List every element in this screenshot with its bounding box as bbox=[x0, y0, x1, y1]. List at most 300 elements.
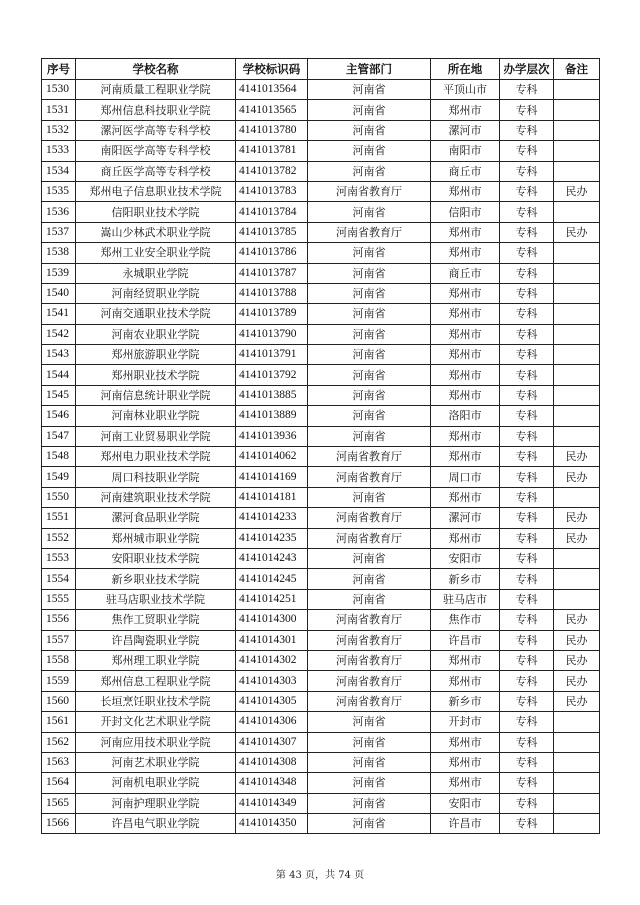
cell-school-name: 河南建筑职业技术学院 bbox=[76, 487, 236, 507]
cell-school-name: 郑州旅游职业学院 bbox=[76, 345, 236, 365]
table-row bbox=[42, 100, 600, 120]
cell-location: 洛阳市 bbox=[431, 406, 500, 426]
cell-location: 郑州市 bbox=[431, 243, 500, 263]
cell-department: 河南省教育厅 bbox=[308, 691, 431, 711]
cell-location: 安阳市 bbox=[431, 793, 500, 813]
cell-remark bbox=[554, 304, 600, 324]
cell-index: 1530 bbox=[42, 80, 76, 100]
cell-department: 河南省 bbox=[308, 120, 431, 140]
cell-location: 郑州市 bbox=[431, 752, 500, 772]
table-row bbox=[42, 161, 600, 181]
table-row bbox=[42, 324, 600, 344]
cell-remark bbox=[554, 589, 600, 609]
cell-location: 郑州市 bbox=[431, 324, 500, 344]
cell-school-name: 嵩山少林武术职业学院 bbox=[76, 222, 236, 242]
table-row bbox=[42, 650, 600, 670]
table-row bbox=[42, 406, 600, 426]
table-row bbox=[42, 610, 600, 630]
table-row bbox=[42, 447, 600, 467]
cell-school-code: 4141014243 bbox=[236, 548, 308, 568]
cell-level: 专科 bbox=[500, 324, 554, 344]
cell-department: 河南省 bbox=[308, 304, 431, 324]
cell-school-code: 4141013786 bbox=[236, 243, 308, 263]
cell-remark: 民办 bbox=[554, 671, 600, 691]
cell-department: 河南省 bbox=[308, 202, 431, 222]
cell-level: 专科 bbox=[500, 304, 554, 324]
table-row bbox=[42, 752, 600, 772]
cell-school-code: 4141013784 bbox=[236, 202, 308, 222]
cell-department: 河南省 bbox=[308, 548, 431, 568]
cell-school-code: 4141013889 bbox=[236, 406, 308, 426]
cell-department: 河南省 bbox=[308, 161, 431, 181]
cell-remark bbox=[554, 569, 600, 589]
cell-department: 河南省 bbox=[308, 406, 431, 426]
cell-department: 河南省 bbox=[308, 345, 431, 365]
cell-level: 专科 bbox=[500, 650, 554, 670]
cell-remark bbox=[554, 487, 600, 507]
table-row bbox=[42, 691, 600, 711]
cell-school-name: 南阳医学高等专科学校 bbox=[76, 141, 236, 161]
cell-department: 河南省教育厅 bbox=[308, 528, 431, 548]
header-location: 所在地 bbox=[431, 59, 500, 80]
cell-remark bbox=[554, 100, 600, 120]
cell-location: 郑州市 bbox=[431, 487, 500, 507]
cell-school-code: 4141014251 bbox=[236, 589, 308, 609]
cell-school-name: 焦作工贸职业学院 bbox=[76, 610, 236, 630]
cell-school-code: 4141014062 bbox=[236, 447, 308, 467]
cell-remark: 民办 bbox=[554, 508, 600, 528]
table-row bbox=[42, 283, 600, 303]
cell-school-code: 4141013792 bbox=[236, 365, 308, 385]
table-row bbox=[42, 793, 600, 813]
cell-remark: 民办 bbox=[554, 222, 600, 242]
cell-school-name: 河南经贸职业学院 bbox=[76, 283, 236, 303]
cell-department: 河南省 bbox=[308, 752, 431, 772]
cell-school-name: 新乡职业技术学院 bbox=[76, 569, 236, 589]
cell-department: 河南省 bbox=[308, 100, 431, 120]
cell-index: 1564 bbox=[42, 773, 76, 793]
cell-index: 1566 bbox=[42, 814, 76, 834]
cell-school-code: 4141014308 bbox=[236, 752, 308, 772]
cell-department: 河南省 bbox=[308, 793, 431, 813]
cell-level: 专科 bbox=[500, 263, 554, 283]
cell-school-name: 河南质量工程职业学院 bbox=[76, 80, 236, 100]
cell-location: 南阳市 bbox=[431, 141, 500, 161]
cell-location: 郑州市 bbox=[431, 304, 500, 324]
cell-department: 河南省 bbox=[308, 263, 431, 283]
table-row bbox=[42, 487, 600, 507]
table-row bbox=[42, 773, 600, 793]
cell-remark bbox=[554, 752, 600, 772]
cell-remark bbox=[554, 141, 600, 161]
cell-department: 河南省 bbox=[308, 324, 431, 344]
cell-location: 开封市 bbox=[431, 712, 500, 732]
cell-school-name: 漯河食品职业学院 bbox=[76, 508, 236, 528]
cell-school-name: 河南艺术职业学院 bbox=[76, 752, 236, 772]
cell-location: 平顶山市 bbox=[431, 80, 500, 100]
cell-department: 河南省教育厅 bbox=[308, 630, 431, 650]
cell-department: 河南省 bbox=[308, 426, 431, 446]
cell-department: 河南省 bbox=[308, 365, 431, 385]
cell-remark: 民办 bbox=[554, 610, 600, 630]
table-row bbox=[42, 80, 600, 100]
cell-school-name: 河南信息统计职业学院 bbox=[76, 385, 236, 405]
cell-index: 1533 bbox=[42, 141, 76, 161]
cell-school-code: 4141014303 bbox=[236, 671, 308, 691]
cell-department: 河南省教育厅 bbox=[308, 650, 431, 670]
cell-index: 1539 bbox=[42, 263, 76, 283]
cell-school-name: 河南林业职业学院 bbox=[76, 406, 236, 426]
cell-school-code: 4141013791 bbox=[236, 345, 308, 365]
cell-school-name: 信阳职业技术学院 bbox=[76, 202, 236, 222]
table-row bbox=[42, 630, 600, 650]
cell-index: 1552 bbox=[42, 528, 76, 548]
cell-location: 新乡市 bbox=[431, 569, 500, 589]
cell-location: 商丘市 bbox=[431, 161, 500, 181]
cell-level: 专科 bbox=[500, 447, 554, 467]
cell-location: 新乡市 bbox=[431, 691, 500, 711]
cell-index: 1542 bbox=[42, 324, 76, 344]
cell-location: 郑州市 bbox=[431, 426, 500, 446]
cell-level: 专科 bbox=[500, 773, 554, 793]
cell-remark bbox=[554, 120, 600, 140]
cell-index: 1556 bbox=[42, 610, 76, 630]
cell-index: 1543 bbox=[42, 345, 76, 365]
cell-location: 焦作市 bbox=[431, 610, 500, 630]
cell-school-code: 4141013565 bbox=[236, 100, 308, 120]
table-row bbox=[42, 345, 600, 365]
cell-school-name: 郑州电子信息职业技术学院 bbox=[76, 181, 236, 201]
cell-school-code: 4141014302 bbox=[236, 650, 308, 670]
cell-level: 专科 bbox=[500, 467, 554, 487]
cell-level: 专科 bbox=[500, 181, 554, 201]
cell-index: 1560 bbox=[42, 691, 76, 711]
cell-location: 郑州市 bbox=[431, 385, 500, 405]
cell-school-name: 驻马店职业技术学院 bbox=[76, 589, 236, 609]
cell-index: 1534 bbox=[42, 161, 76, 181]
cell-level: 专科 bbox=[500, 385, 554, 405]
table-row bbox=[42, 202, 600, 222]
cell-level: 专科 bbox=[500, 120, 554, 140]
cell-level: 专科 bbox=[500, 528, 554, 548]
cell-level: 专科 bbox=[500, 814, 554, 834]
cell-school-name: 郑州职业技术学院 bbox=[76, 365, 236, 385]
cell-location: 周口市 bbox=[431, 467, 500, 487]
cell-school-name: 永城职业学院 bbox=[76, 263, 236, 283]
cell-remark: 民办 bbox=[554, 447, 600, 467]
cell-location: 商丘市 bbox=[431, 263, 500, 283]
cell-location: 郑州市 bbox=[431, 671, 500, 691]
cell-index: 1561 bbox=[42, 712, 76, 732]
cell-department: 河南省教育厅 bbox=[308, 671, 431, 691]
cell-index: 1536 bbox=[42, 202, 76, 222]
cell-school-code: 4141014305 bbox=[236, 691, 308, 711]
cell-level: 专科 bbox=[500, 712, 554, 732]
cell-school-name: 商丘医学高等专科学校 bbox=[76, 161, 236, 181]
cell-level: 专科 bbox=[500, 100, 554, 120]
cell-index: 1545 bbox=[42, 385, 76, 405]
cell-location: 郑州市 bbox=[431, 365, 500, 385]
cell-index: 1563 bbox=[42, 752, 76, 772]
table-row bbox=[42, 304, 600, 324]
cell-location: 郑州市 bbox=[431, 100, 500, 120]
cell-department: 河南省教育厅 bbox=[308, 610, 431, 630]
cell-remark: 民办 bbox=[554, 528, 600, 548]
cell-department: 河南省 bbox=[308, 385, 431, 405]
table-row bbox=[42, 671, 600, 691]
table-row bbox=[42, 426, 600, 446]
cell-level: 专科 bbox=[500, 406, 554, 426]
cell-remark bbox=[554, 263, 600, 283]
table-row bbox=[42, 141, 600, 161]
table-row bbox=[42, 467, 600, 487]
cell-school-code: 4141014306 bbox=[236, 712, 308, 732]
cell-level: 专科 bbox=[500, 141, 554, 161]
cell-index: 1537 bbox=[42, 222, 76, 242]
cell-location: 郑州市 bbox=[431, 773, 500, 793]
table-header-row bbox=[42, 59, 600, 80]
table-row bbox=[42, 508, 600, 528]
cell-school-name: 郑州工业安全职业学院 bbox=[76, 243, 236, 263]
cell-school-name: 安阳职业技术学院 bbox=[76, 548, 236, 568]
cell-level: 专科 bbox=[500, 671, 554, 691]
cell-remark bbox=[554, 773, 600, 793]
header-school-name: 学校名称 bbox=[76, 59, 236, 80]
cell-school-name: 漯河医学高等专科学校 bbox=[76, 120, 236, 140]
cell-school-code: 4141014348 bbox=[236, 773, 308, 793]
cell-department: 河南省 bbox=[308, 773, 431, 793]
cell-level: 专科 bbox=[500, 569, 554, 589]
cell-school-name: 河南农业职业学院 bbox=[76, 324, 236, 344]
cell-department: 河南省 bbox=[308, 487, 431, 507]
cell-school-code: 4141013936 bbox=[236, 426, 308, 446]
cell-remark bbox=[554, 283, 600, 303]
school-list-table bbox=[41, 58, 600, 834]
cell-department: 河南省 bbox=[308, 141, 431, 161]
cell-school-code: 4141014245 bbox=[236, 569, 308, 589]
cell-location: 郑州市 bbox=[431, 732, 500, 752]
table-row bbox=[42, 589, 600, 609]
cell-remark bbox=[554, 345, 600, 365]
cell-level: 专科 bbox=[500, 610, 554, 630]
cell-location: 郑州市 bbox=[431, 650, 500, 670]
cell-location: 郑州市 bbox=[431, 528, 500, 548]
cell-remark: 民办 bbox=[554, 630, 600, 650]
cell-school-code: 4141014301 bbox=[236, 630, 308, 650]
cell-location: 郑州市 bbox=[431, 345, 500, 365]
cell-level: 专科 bbox=[500, 487, 554, 507]
cell-location: 许昌市 bbox=[431, 814, 500, 834]
cell-location: 郑州市 bbox=[431, 447, 500, 467]
cell-index: 1541 bbox=[42, 304, 76, 324]
table-row bbox=[42, 548, 600, 568]
cell-department: 河南省 bbox=[308, 814, 431, 834]
cell-remark bbox=[554, 80, 600, 100]
cell-school-code: 4141014181 bbox=[236, 487, 308, 507]
cell-department: 河南省教育厅 bbox=[308, 508, 431, 528]
cell-school-code: 4141014349 bbox=[236, 793, 308, 813]
cell-department: 河南省 bbox=[308, 732, 431, 752]
cell-level: 专科 bbox=[500, 202, 554, 222]
cell-school-name: 河南交通职业技术学院 bbox=[76, 304, 236, 324]
cell-remark bbox=[554, 732, 600, 752]
cell-index: 1546 bbox=[42, 406, 76, 426]
cell-school-code: 4141013790 bbox=[236, 324, 308, 344]
cell-index: 1554 bbox=[42, 569, 76, 589]
cell-school-code: 4141013781 bbox=[236, 141, 308, 161]
cell-remark bbox=[554, 426, 600, 446]
table-row bbox=[42, 712, 600, 732]
table-row bbox=[42, 814, 600, 834]
cell-index: 1559 bbox=[42, 671, 76, 691]
cell-school-name: 郑州电力职业技术学院 bbox=[76, 447, 236, 467]
cell-level: 专科 bbox=[500, 508, 554, 528]
cell-location: 许昌市 bbox=[431, 630, 500, 650]
cell-remark bbox=[554, 365, 600, 385]
cell-remark bbox=[554, 243, 600, 263]
cell-index: 1557 bbox=[42, 630, 76, 650]
cell-level: 专科 bbox=[500, 345, 554, 365]
cell-school-code: 4141014307 bbox=[236, 732, 308, 752]
cell-level: 专科 bbox=[500, 243, 554, 263]
cell-school-code: 4141013780 bbox=[236, 120, 308, 140]
cell-location: 郑州市 bbox=[431, 181, 500, 201]
cell-school-code: 4141013788 bbox=[236, 283, 308, 303]
table-row bbox=[42, 385, 600, 405]
cell-remark: 民办 bbox=[554, 650, 600, 670]
table-row bbox=[42, 181, 600, 201]
cell-remark bbox=[554, 161, 600, 181]
header-department: 主管部门 bbox=[308, 59, 431, 80]
cell-level: 专科 bbox=[500, 365, 554, 385]
table-row bbox=[42, 528, 600, 548]
cell-department: 河南省 bbox=[308, 589, 431, 609]
cell-remark bbox=[554, 793, 600, 813]
cell-level: 专科 bbox=[500, 548, 554, 568]
cell-location: 漯河市 bbox=[431, 508, 500, 528]
cell-school-code: 4141013782 bbox=[236, 161, 308, 181]
table-row bbox=[42, 365, 600, 385]
cell-school-code: 4141013785 bbox=[236, 222, 308, 242]
cell-department: 河南省 bbox=[308, 569, 431, 589]
cell-remark bbox=[554, 548, 600, 568]
cell-department: 河南省教育厅 bbox=[308, 181, 431, 201]
table-row bbox=[42, 263, 600, 283]
cell-school-name: 许昌电气职业学院 bbox=[76, 814, 236, 834]
cell-school-name: 郑州信息工程职业学院 bbox=[76, 671, 236, 691]
cell-school-name: 郑州城市职业学院 bbox=[76, 528, 236, 548]
cell-remark bbox=[554, 324, 600, 344]
cell-school-name: 河南工业贸易职业学院 bbox=[76, 426, 236, 446]
cell-index: 1544 bbox=[42, 365, 76, 385]
cell-department: 河南省 bbox=[308, 243, 431, 263]
cell-index: 1562 bbox=[42, 732, 76, 752]
cell-index: 1540 bbox=[42, 283, 76, 303]
cell-school-code: 4141013787 bbox=[236, 263, 308, 283]
cell-department: 河南省教育厅 bbox=[308, 447, 431, 467]
cell-school-name: 郑州理工职业学院 bbox=[76, 650, 236, 670]
cell-index: 1531 bbox=[42, 100, 76, 120]
cell-level: 专科 bbox=[500, 80, 554, 100]
cell-school-code: 4141014300 bbox=[236, 610, 308, 630]
cell-level: 专科 bbox=[500, 630, 554, 650]
cell-location: 郑州市 bbox=[431, 283, 500, 303]
cell-school-code: 4141014233 bbox=[236, 508, 308, 528]
cell-level: 专科 bbox=[500, 732, 554, 752]
cell-index: 1553 bbox=[42, 548, 76, 568]
cell-remark bbox=[554, 712, 600, 732]
cell-index: 1549 bbox=[42, 467, 76, 487]
cell-remark: 民办 bbox=[554, 181, 600, 201]
header-school-code: 学校标识码 bbox=[236, 59, 308, 80]
cell-school-code: 4141013564 bbox=[236, 80, 308, 100]
cell-school-name: 周口科技职业学院 bbox=[76, 467, 236, 487]
cell-location: 信阳市 bbox=[431, 202, 500, 222]
cell-school-code: 4141014169 bbox=[236, 467, 308, 487]
cell-index: 1551 bbox=[42, 508, 76, 528]
cell-school-name: 河南机电职业学院 bbox=[76, 773, 236, 793]
cell-department: 河南省 bbox=[308, 283, 431, 303]
cell-index: 1565 bbox=[42, 793, 76, 813]
cell-index: 1538 bbox=[42, 243, 76, 263]
cell-level: 专科 bbox=[500, 283, 554, 303]
cell-school-code: 4141014350 bbox=[236, 814, 308, 834]
cell-school-name: 长垣烹饪职业技术学院 bbox=[76, 691, 236, 711]
cell-index: 1547 bbox=[42, 426, 76, 446]
table-row bbox=[42, 732, 600, 752]
cell-location: 漯河市 bbox=[431, 120, 500, 140]
cell-remark bbox=[554, 406, 600, 426]
cell-school-name: 河南应用技术职业学院 bbox=[76, 732, 236, 752]
cell-school-name: 许昌陶瓷职业学院 bbox=[76, 630, 236, 650]
cell-index: 1548 bbox=[42, 447, 76, 467]
cell-school-code: 4141014235 bbox=[236, 528, 308, 548]
cell-remark bbox=[554, 385, 600, 405]
cell-location: 郑州市 bbox=[431, 222, 500, 242]
cell-level: 专科 bbox=[500, 589, 554, 609]
cell-location: 驻马店市 bbox=[431, 589, 500, 609]
cell-location: 安阳市 bbox=[431, 548, 500, 568]
cell-index: 1535 bbox=[42, 181, 76, 201]
cell-school-name: 郑州信息科技职业学院 bbox=[76, 100, 236, 120]
header-level: 办学层次 bbox=[500, 59, 554, 80]
cell-department: 河南省 bbox=[308, 712, 431, 732]
cell-level: 专科 bbox=[500, 161, 554, 181]
table-row bbox=[42, 569, 600, 589]
cell-level: 专科 bbox=[500, 426, 554, 446]
cell-index: 1532 bbox=[42, 120, 76, 140]
page-footer: 第 43 页，共 74 页 bbox=[275, 870, 365, 881]
cell-school-code: 4141013783 bbox=[236, 181, 308, 201]
cell-index: 1558 bbox=[42, 650, 76, 670]
cell-level: 专科 bbox=[500, 793, 554, 813]
table-row bbox=[42, 222, 600, 242]
cell-remark bbox=[554, 202, 600, 222]
cell-remark bbox=[554, 814, 600, 834]
cell-department: 河南省教育厅 bbox=[308, 467, 431, 487]
header-index: 序号 bbox=[42, 59, 76, 80]
cell-index: 1550 bbox=[42, 487, 76, 507]
cell-remark: 民办 bbox=[554, 467, 600, 487]
cell-remark: 民办 bbox=[554, 691, 600, 711]
cell-index: 1555 bbox=[42, 589, 76, 609]
cell-school-code: 4141013789 bbox=[236, 304, 308, 324]
cell-school-code: 4141013885 bbox=[236, 385, 308, 405]
cell-department: 河南省教育厅 bbox=[308, 222, 431, 242]
cell-school-name: 河南护理职业学院 bbox=[76, 793, 236, 813]
cell-department: 河南省 bbox=[308, 80, 431, 100]
cell-school-name: 开封文化艺术职业学院 bbox=[76, 712, 236, 732]
